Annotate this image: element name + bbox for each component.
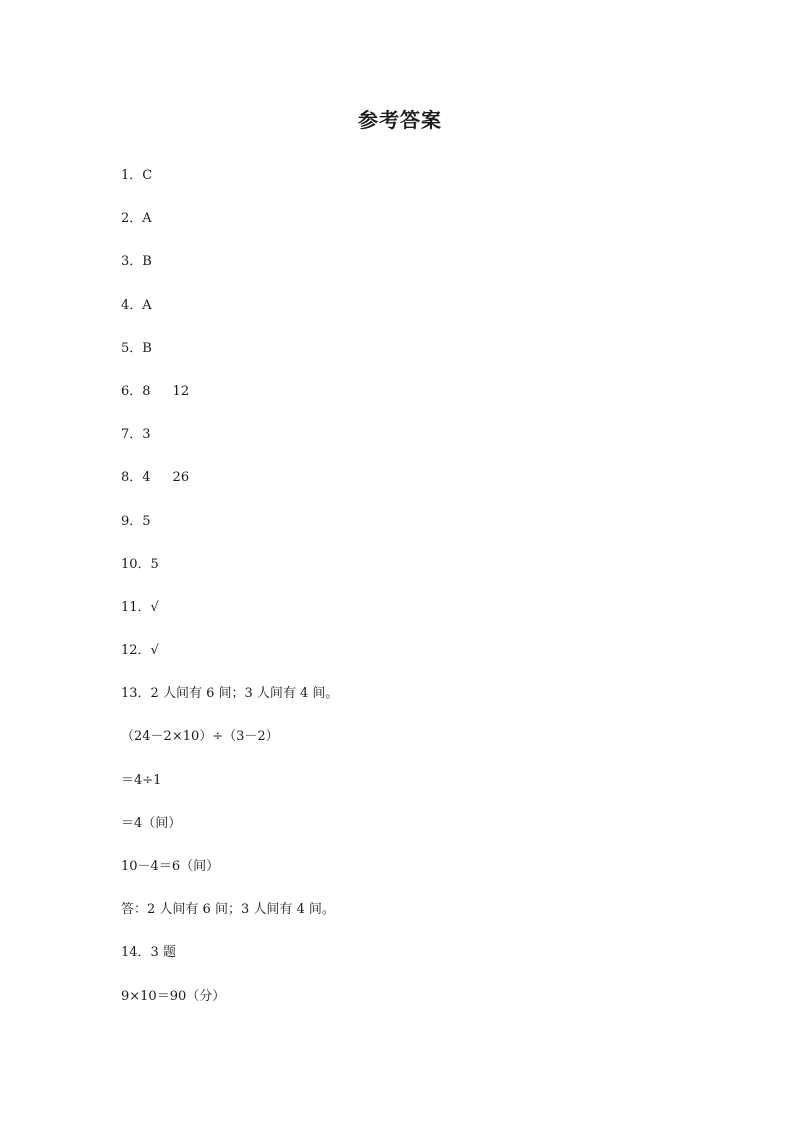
answer-text: 13．2 人间有 6 间；3 人间有 4 间。 bbox=[121, 686, 339, 702]
answer-line bbox=[121, 943, 681, 986]
answer-text: 5．B bbox=[121, 340, 152, 356]
answer-line bbox=[121, 252, 681, 295]
answer-line bbox=[121, 296, 681, 339]
answer-line bbox=[121, 425, 681, 468]
answer-text: 7．3 bbox=[121, 427, 151, 443]
answer-text: 11．√ bbox=[121, 599, 159, 615]
answer-text-secondary: 12 bbox=[172, 383, 190, 399]
answer-line bbox=[121, 382, 681, 425]
answer-text: 9．5 bbox=[121, 513, 151, 529]
answer-line bbox=[121, 555, 681, 598]
answer-text-secondary: 26 bbox=[172, 470, 190, 486]
answer-line bbox=[121, 814, 681, 857]
answer-text: 9×10＝90（分） bbox=[121, 988, 226, 1004]
answer-text: 答：2 人间有 6 间；3 人间有 4 间。 bbox=[121, 902, 335, 918]
answer-text: 3．B bbox=[121, 254, 152, 270]
answer-text: 4．A bbox=[121, 297, 152, 313]
answer-list bbox=[121, 166, 681, 1030]
answer-line bbox=[121, 684, 681, 727]
answer-line bbox=[121, 166, 681, 209]
answer-text: 2．A bbox=[121, 211, 152, 227]
answer-text: 8．4 bbox=[121, 470, 151, 486]
answer-text: （24－2×10）÷（3－2） bbox=[121, 729, 279, 745]
answer-line bbox=[121, 468, 681, 511]
answer-text: 14．3 题 bbox=[121, 945, 176, 961]
answer-line bbox=[121, 857, 681, 900]
answer-line bbox=[121, 598, 681, 641]
answer-text: 6．8 bbox=[121, 383, 151, 399]
answer-text: ＝4（间） bbox=[121, 815, 182, 831]
answer-line bbox=[121, 209, 681, 252]
answer-text: 10．5 bbox=[121, 556, 159, 572]
page-title: 参考答案 bbox=[358, 108, 442, 132]
answer-line bbox=[121, 987, 681, 1030]
answer-line bbox=[121, 771, 681, 814]
answer-line bbox=[121, 641, 681, 684]
answer-text: 12．√ bbox=[121, 643, 159, 659]
answer-text: ＝4÷1 bbox=[121, 772, 162, 788]
answer-line bbox=[121, 339, 681, 382]
answer-line bbox=[121, 900, 681, 943]
answer-text: 10－4＝6（间） bbox=[121, 859, 220, 874]
answer-line bbox=[121, 727, 681, 770]
answer-line bbox=[121, 512, 681, 555]
answer-text: 1．C bbox=[121, 168, 153, 183]
